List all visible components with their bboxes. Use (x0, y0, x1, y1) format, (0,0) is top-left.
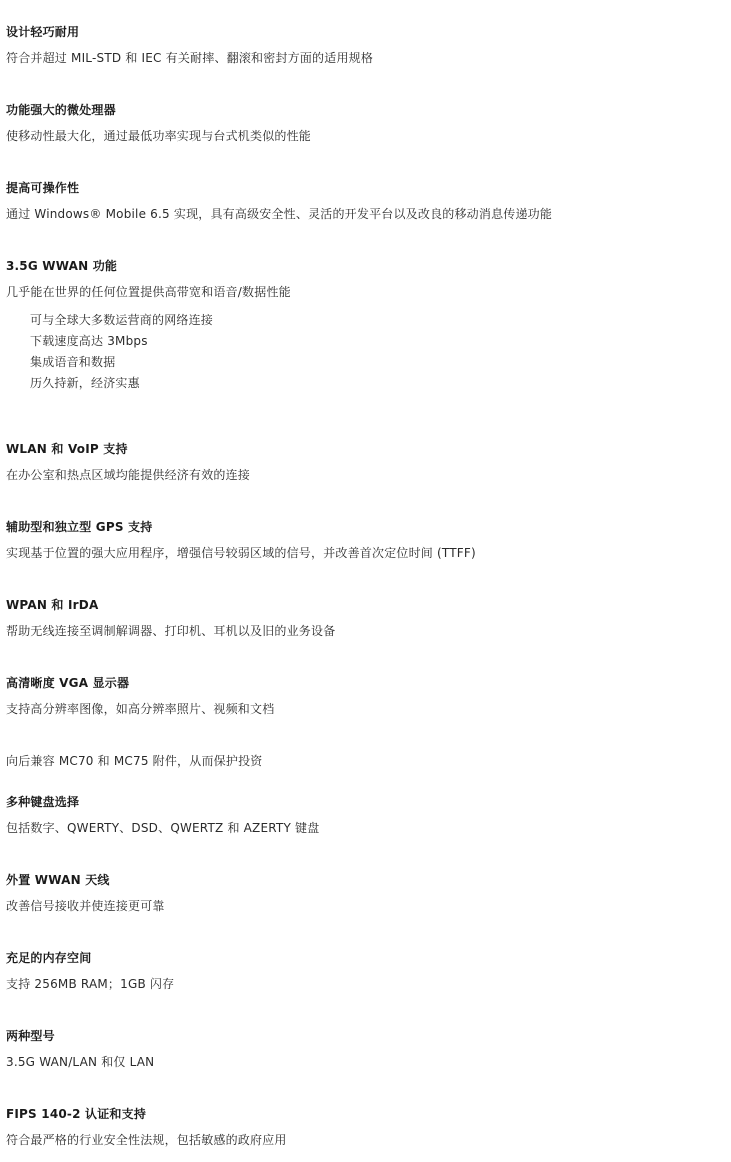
feature-desc-wlan: 在办公室和热点区域均能提供经济有效的连接 (6, 468, 251, 482)
wwan-bullet: 可与全球大多数运营商的网络连接 (30, 313, 214, 327)
feature-title-memory: 充足的内存空间 (6, 951, 92, 965)
feature-desc-memory: 支持 256MB RAM；1GB 闪存 (6, 977, 175, 991)
feature-desc-gps: 实现基于位置的强大应用程序，增强信号较弱区域的信号，并改善首次定位时间 (TTFF) (6, 546, 476, 560)
feature-desc-operability: 通过 Windows® Mobile 6.5 实现，具有高级安全性、灵活的开发平台以及改良的移动消息传递功能 (6, 207, 553, 221)
feature-title-keyboard: 多种键盘选择 (6, 795, 80, 809)
feature-desc-models: 3.5G WAN/LAN 和仅 LAN (6, 1055, 155, 1069)
feature-title-models: 两种型号 (6, 1029, 55, 1043)
wwan-bullet: 集成语音和数据 (30, 355, 116, 369)
feature-title-wwan: 3.5G WWAN 功能 (6, 259, 118, 273)
feature-desc-processor: 使移动性最大化，通过最低功率实现与台式机类似的性能 (6, 129, 312, 143)
feature-title-wpan: WPAN 和 IrDA (6, 598, 99, 612)
wwan-bullet: 历久持新，经济实惠 (30, 376, 140, 390)
feature-desc-keyboard: 包括数字、QWERTY、DSD、QWERTZ 和 AZERTY 键盘 (6, 821, 320, 835)
feature-desc-design: 符合并超过 MIL-STD 和 IEC 有关耐摔、翻滚和密封方面的适用规格 (6, 51, 374, 65)
feature-title-fips: FIPS 140-2 认证和支持 (6, 1107, 147, 1121)
feature-desc-compat: 向后兼容 MC70 和 MC75 附件，从而保护投资 (6, 754, 263, 768)
feature-title-operability: 提高可操作性 (6, 181, 80, 195)
feature-title-wlan: WLAN 和 VoIP 支持 (6, 442, 128, 456)
feature-title-design: 设计轻巧耐用 (6, 25, 80, 39)
feature-title-gps: 辅助型和独立型 GPS 支持 (6, 520, 153, 534)
wwan-bullet: 下载速度高达 3Mbps (30, 334, 148, 348)
feature-title-processor: 功能强大的微处理器 (6, 103, 116, 117)
feature-title-vga: 高清晰度 VGA 显示器 (6, 676, 130, 690)
feature-desc-wpan: 帮助无线连接至调制解调器、打印机、耳机以及旧的业务设备 (6, 624, 336, 638)
feature-title-antenna: 外置 WWAN 天线 (6, 873, 110, 887)
feature-desc-antenna: 改善信号接收并使连接更可靠 (6, 899, 165, 913)
feature-desc-vga: 支持高分辨率图像，如高分辨率照片、视频和文档 (6, 702, 275, 716)
feature-desc-wwan: 几乎能在世界的任何位置提供高带宽和语音/数据性能 (6, 285, 291, 299)
feature-desc-fips: 符合最严格的行业安全性法规，包括敏感的政府应用 (6, 1133, 287, 1147)
